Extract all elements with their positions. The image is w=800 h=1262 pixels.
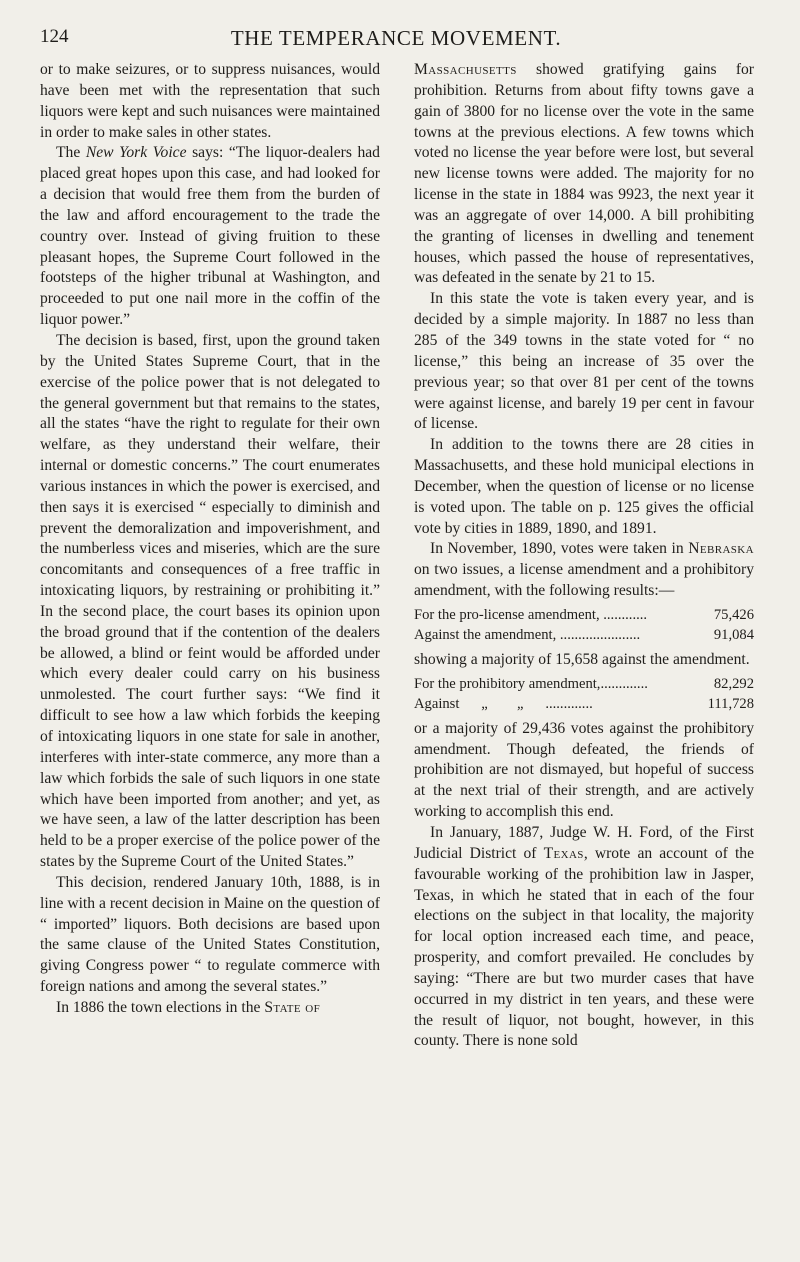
paragraph — [40, 998, 380, 1019]
paragraph-text: , wrote an account of the favourable working of the prohibition law in Jasper, Texas, in which he stated that in each of the four elections on the subject in that locality, the majority for local option increased each time, and peace, prosperity, and comfort prevailed. He concludes by saying: “There are but two murder cases that have occurred in my district in ten years, and these were the result of liquor, not bought, however, in this county. There is none sold — [414, 844, 754, 1050]
row-value: 82,292 — [713, 675, 754, 692]
row-label: For the prohibitory amendment,............. — [414, 675, 648, 692]
table-row — [414, 625, 754, 646]
paragraph-text: on two issues, a license amendment and a prohibitory amendment, with the following results:— — [414, 561, 754, 600]
row-value: 91,084 — [713, 627, 754, 644]
paragraph-text: showed gratifying gains for prohibition. Returns from about fifty towns gave a gain of 3800 for no license over the vote in the same towns at the previous elections. A few towns which voted no license the year before were lost, but several new license towns were added. The majority for no license in the state in 1884 was 9923, the next year it was an aggregate of over 14,000. A bill prohibiting the granting of licenses in dwelling and tenement houses, which passed the house of representatives, was defeated in the senate by 21 to 15. — [414, 61, 754, 287]
paragraph: This decision, rendered January 10th, 1888, is in line with a recent decision in Maine on the question of “ imported” liquors. Both decisions are based upon the same clause of the United States Constitution, giving Congress power “ to regulate commerce with foreign nations and among the several states.” — [40, 873, 380, 996]
row-value: 75,426 — [713, 606, 754, 623]
running-head — [40, 20, 752, 60]
table-row — [414, 694, 754, 715]
paragraph: The decision is based, first, upon the ground taken by the United States Supreme Court, that in the exercise of the police power that is not delegated to the general government but that remains to the states, all the states “have the right to regulate for their own welfare, as they understand their welfare, their internal or domestic concerns.” The court enumerates various instances in which the power is exercised, and then says it is exercised “ especially to diminish and prevent the demoralization and impoverishment, and the numberless vices and miseries, which are the sure concomitants and consequences of a free traffic in intoxicating liquors, by restraining or prohibiting it.” In the second place, the court bases its opinion upon the broad ground that if the contention of the dealers be allowed, a blind or feint would be afforded under which every dealer could carry on his business unmolested. The court further says: “We find it difficult to see how a law which forbids the keeping of intoxicating liquors in one state for sale in another, interferes with inter-state commerce, any more than a law which forbids the sale of such liquors in one state which have been imported from another; and yet, as we have seen, a law of the latter description has been held to be a proper exercise of the police power of the states by the Supreme Court of the United States.” — [40, 331, 380, 871]
row-label: Against the amendment, ...................... — [414, 627, 641, 644]
row-label: For the pro-license amendment, ............ — [414, 606, 648, 623]
paragraph: In addition to the towns there are 28 cities in Massachusetts, and these hold municipal elections in December, when the question of license or no license is voted upon. The table on p. 125 gives the official vote by cities in 1889, 1890, and 1891. — [414, 436, 754, 537]
row-value: 111,728 — [707, 696, 754, 713]
paragraph-text: In November, 1890, votes were taken in — [430, 540, 689, 558]
running-title: THE TEMPERANCE MOVEMENT. — [230, 26, 562, 50]
table-row — [414, 674, 754, 695]
page-number: 124 — [40, 26, 69, 47]
small-caps-text: State of — [264, 998, 321, 1016]
paragraph — [414, 60, 754, 289]
newspaper-title: New York Voice — [85, 144, 187, 162]
paragraph-text: says: “The liquor-dealers had placed great hopes upon this case, and had looked for a decision that would free them from the burden of the law and afford encouragement to the trade the country over. Instead of giving fruition to these pleasant hopes, the Supreme Court followed in the footsteps of the higher tribunal at Washington, and proceeded to put one nail more in the coffin of the liquor power.” — [40, 144, 380, 329]
state-name: Nebraska — [688, 540, 754, 558]
paragraph — [40, 143, 380, 331]
table-row — [414, 605, 754, 626]
paragraph-text: The — [56, 144, 86, 162]
state-name: Texas — [543, 844, 584, 862]
right-column — [414, 60, 754, 1052]
paragraph — [414, 823, 754, 1052]
paragraph: In this state the vote is taken every year, and is decided by a simple majority. In 1887 no less than 285 of the 349 towns in the state voted for “ no license,” this being an increase of 35 over the previous year; so that over 81 per cent of the towns were against license, and barely 19 per cent in favour of license. — [414, 290, 754, 433]
vote-table-license — [414, 605, 754, 646]
paragraph-text: In January, 1887, Judge W. H. Ford, of the First Judicial District of — [414, 824, 754, 862]
paragraph: or a majority of 29,436 votes against the prohibitory amendment. Though defeated, the friends of prohibition are not dismayed, but hopeful of success at the next trial of their strength, and are actively working to accomplish this end. — [414, 719, 754, 821]
vote-table-prohibitory — [414, 674, 754, 715]
row-label: Against „ „ ............. — [414, 696, 593, 713]
left-column — [40, 60, 380, 1019]
paragraph: or to make seizures, or to suppress nuisances, would have been met with the representation that such liquors were kept and such nuisances were maintained in order to make sales in other states. — [40, 61, 380, 141]
paragraph-text: In 1886 the town elections in the — [56, 998, 265, 1016]
paragraph: showing a majority of 15,658 against the amendment. — [414, 650, 750, 668]
state-name: Massachusetts — [414, 61, 517, 78]
paragraph — [414, 539, 754, 602]
